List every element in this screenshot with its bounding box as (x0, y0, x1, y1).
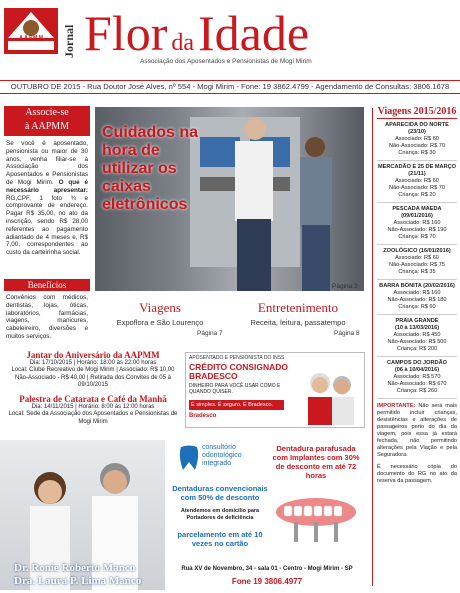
bradesco-sub: DINHEIRO PARA VOCÊ USAR COMO E QUANDO QUISER. (189, 383, 281, 395)
viagem-p1: Associado: R$ 60 (395, 255, 439, 261)
ent-section-sub: Receita, leitura, passatempo (250, 318, 346, 327)
cover-page-ref: Página 3 (332, 283, 358, 290)
jantar-title: Jantar do Aniversário da AAPMM (26, 350, 160, 360)
viagens-note2: É necessário cópia do documento do RG no ato da reserva da passagem. (377, 464, 457, 484)
dental-offer-1: Dentaduras convencionais com 50% de desconto (172, 484, 268, 502)
viagem-name: BARRA BONITA (20/02/2016) (379, 283, 455, 289)
viagem-p3: Criança: R$ 35 (398, 269, 436, 275)
viagem-name: PRAIA GRANDE (395, 318, 439, 324)
viagem-p2: Não-Associado: R$ 190 (387, 227, 447, 233)
dateline: OUTUBRO DE 2015 - Rua Doutor José Alves, nº 554 - Mogi Mirim - Fone: 19 3862.4799 - Agendamento de Consultas: 3806.1678 (0, 80, 460, 94)
viagem-p1: Associado: R$ 160 (393, 220, 441, 226)
viagem-name: APARECIDA DO NORTE (385, 122, 449, 128)
viagem-p3: Criança: R$ 260 (396, 388, 438, 394)
viagem-date: (21/11) (408, 171, 426, 177)
bradesco-top: APOSENTADO E PENSIONISTA DO INSS (189, 355, 285, 361)
palestra-title: Palestra de Catarata e Café da Manhã (19, 394, 167, 404)
jantar-line3: Não-Associado - R$ 40,00 | Retirada dos Convites de 05 à 09/10/2015 (15, 374, 171, 389)
viagem-item (377, 315, 457, 357)
viagens-title: Viagens 2015/2016 (377, 106, 457, 117)
viagem-p2: Não-Associado: R$ 70 (389, 143, 445, 149)
beneficios-text: Convênios com médicos, dentistas, lojas, óticas, laboratórios, farmácias, viagens, manicures, cabeleireiro, diversões e muitos serviços. (6, 294, 88, 340)
viagem-item (377, 245, 457, 280)
doctor-name-2: Dra. Laura P. Lima Manco (14, 575, 142, 587)
viagem-p1: Associado: R$ 160 (393, 290, 441, 296)
association-name: Associação dos Aposentados e Pensionistas de Mogi Mirim (140, 58, 312, 65)
bradesco-title: CRÉDITO CONSIGNADO BRADESCO (189, 362, 289, 381)
viagens-note-bold: IMPORTANTE: (377, 403, 416, 409)
bradesco-brand: Bradesco (189, 413, 217, 419)
viagem-p2: Não-Associado: R$ 75 (389, 262, 445, 268)
viagem-date: (23/10) (408, 129, 426, 135)
viagem-item (377, 280, 457, 315)
viagem-p2: Não-Associado: R$ 180 (387, 297, 447, 303)
viagem-name: MERCADÃO E 25 DE MARÇO (377, 164, 456, 170)
viagem-p3: Criança: R$ 30 (398, 150, 436, 156)
viagem-item (377, 203, 457, 245)
viagens-note (377, 399, 457, 459)
viagem-date: (06 à 10/04/2016) (394, 367, 440, 373)
jantar-line1: Dia: 17/10/2015 | Horário: 18:00 às 22:00 horas (29, 359, 157, 366)
ent-page-ref: Página 8 (334, 330, 360, 337)
palestra-block (4, 396, 182, 426)
associe-body2: RG,CPF, 1 foto ¾ e comprovante de endereço. Pagar R$ 35,00, no ato da inscrição, sendo R$ 28,00 referentes ao pagamento adiantado de 4 meses e, R$ 7,00, correspondentes ao custo da carteirinha social. (6, 194, 88, 257)
title-idade: Idade (198, 5, 310, 61)
associe-bold: O que é necessário apresentar: (6, 178, 88, 194)
bradesco-ad (185, 352, 365, 428)
viagem-item (377, 119, 457, 161)
tooth-icon (178, 444, 200, 472)
viagem-p1: Associado: R$ 570 (393, 374, 441, 380)
viagem-p2: Não-Associado: R$ 500 (387, 339, 447, 345)
title-da: da (171, 30, 195, 56)
doctor-name-1: Dr. Ronie Roberto Manco (14, 562, 136, 574)
viagem-name: PESCADA MAEDA (392, 206, 442, 212)
viagens-page-ref: Página 7 (197, 330, 223, 337)
viagem-p1: Associado: R$ 450 (393, 332, 441, 338)
ent-section-title: Entretenimento (257, 300, 339, 315)
dental-address: Rua XV de Novembro, 34 - sala 01 - Centro - Mogi Mirim - SP (181, 566, 353, 572)
viagem-date: (10 à 13/03/2016) (394, 325, 440, 331)
viagem-p2: Não-Associado: R$ 670 (387, 381, 447, 387)
associe-text (6, 140, 88, 257)
viagem-item (377, 357, 457, 399)
viagens-list (377, 119, 457, 399)
viagem-name: CAMPOS DO JORDÃO (387, 360, 447, 366)
dental-offer-3: parcelamento em até 10 vezes no cartão (177, 530, 263, 548)
viagem-p3: Criança: R$ 20 (398, 192, 436, 198)
dental-brand: consultório odontológico integrado (202, 444, 242, 467)
title-flor: Flor (84, 5, 168, 61)
denture-illustration (272, 494, 360, 546)
viagens-column (372, 108, 457, 586)
jantar-block (4, 352, 182, 390)
viagem-name: ZOOLÓGICO (16/01/2016) (383, 248, 451, 254)
viagens-note-text: Não será mais permitido incluir crianças, desistências e alterações de passageiros perto do dia da viagem, pois essa já estará fechada, não permitindo alterações pela Viação e pela Seguradora. (377, 403, 457, 458)
viagem-item (377, 161, 457, 203)
dental-phone: Fone 19 3806.4977 (231, 577, 303, 586)
jornal-label: Jornal (62, 24, 76, 58)
viagem-p2: Não-Associado: R$ 70 (389, 185, 445, 191)
couple-illustration (298, 367, 362, 425)
beneficios-title: Benefícios (4, 279, 90, 291)
viagens-section-sub: Expoflora e São Lourenço (116, 318, 204, 327)
bradesco-tag: É simples. É seguro. É Bradesco. (189, 400, 284, 410)
viagem-p3: Criança: R$ 60 (398, 304, 436, 310)
logo-text: A.A.P.M.M (19, 35, 43, 41)
viagem-date: (09/01/2016) (401, 213, 433, 219)
cover-headline: Cuidados na hora de utilizar os caixas eletrônicos (102, 124, 199, 213)
aapmm-logo (4, 8, 58, 54)
palestra-line2: Local: Sede da Associação dos Aposentados e Pensionistas de Mogi Mirim (8, 411, 178, 425)
dental-offer-4: Dentadura parafusada com Implantes com 30% de desconto em até 72 horas (272, 444, 360, 480)
viagem-p1: Associado: R$ 60 (395, 136, 439, 142)
associe-body: Se você é aposentado, pensionista ou maior de 30 anos, venha filiar-se à Associação dos Aposentados e Pensionistas de Mogi Mirim. (6, 140, 88, 186)
palestra-line1: Dia: 14/11/2015 | Horário: 8:00 às 12:00 horas (31, 403, 155, 410)
dental-offer-2: Atendemos em domicílio para Portadores de deficiência (180, 508, 260, 521)
viagem-p1: Associado: R$ 60 (395, 178, 439, 184)
viagens-section-title: Viagens (139, 300, 181, 315)
masthead (84, 6, 454, 64)
jantar-line2: Local: Clube Recreativo de Mogi Mirim | Associado: R$ 10,00 (11, 367, 175, 374)
viagem-p3: Criança: R$ 70 (398, 234, 436, 240)
viagem-p3: Criança: R$ 200 (396, 346, 438, 352)
associe-title: Associe-se à AAPMM (4, 106, 90, 136)
